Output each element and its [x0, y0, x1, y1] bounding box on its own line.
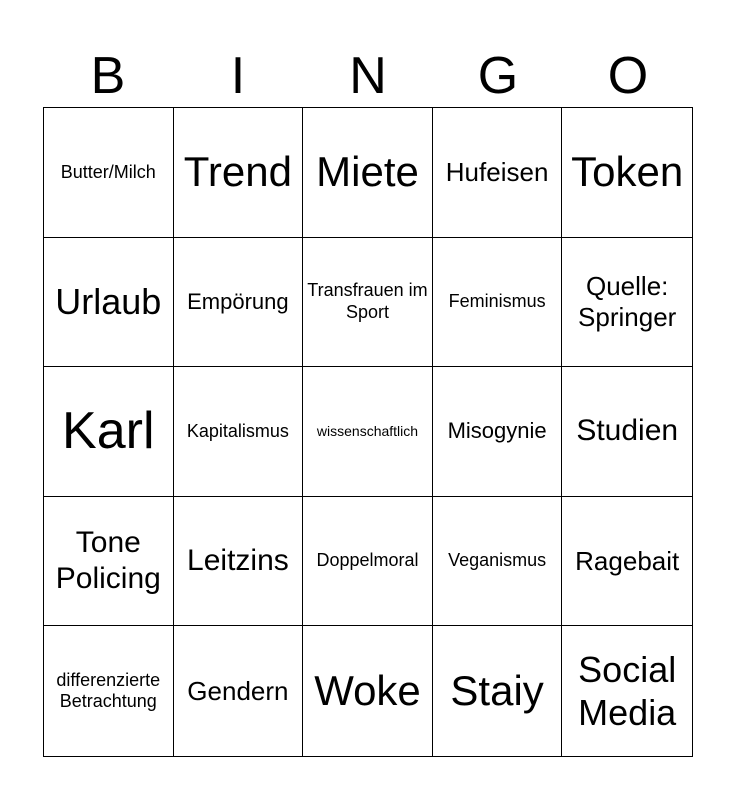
bingo-cell[interactable]	[174, 108, 304, 238]
header-letter-n: N	[349, 47, 387, 105]
cell-label: Studien	[576, 414, 679, 448]
bingo-cell[interactable]	[303, 497, 433, 627]
bingo-cell[interactable]	[303, 238, 433, 368]
cell-label: Gendern	[187, 675, 289, 706]
header-letter-g: G	[477, 47, 519, 105]
cell-label: Tone Policing	[55, 526, 161, 596]
cell-label: Butter/Milch	[60, 161, 156, 182]
bingo-board	[43, 107, 693, 757]
cell-label: Kapitalismus	[186, 420, 289, 441]
cell-label: Hufeisen	[445, 156, 549, 187]
bingo-header	[43, 44, 693, 108]
cell-label: Doppelmoral	[316, 550, 419, 571]
cell-label: Transfrauen im Sport	[307, 280, 428, 322]
bingo-cell[interactable]	[562, 626, 692, 756]
cell-label: Misogynie	[447, 418, 547, 444]
cell-label: differenzierte Betrachtung	[56, 669, 161, 712]
cell-label: Veganismus	[448, 550, 547, 571]
bingo-cell[interactable]	[562, 238, 692, 368]
header-letter-b: B	[90, 47, 126, 105]
cell-label: Quelle: Springer	[578, 270, 677, 332]
bingo-cell[interactable]	[44, 108, 174, 238]
cell-label: Feminismus	[448, 291, 546, 312]
cell-label: Trend	[183, 148, 292, 196]
bingo-cell[interactable]	[303, 626, 433, 756]
bingo-cell[interactable]	[174, 626, 304, 756]
bingo-cell[interactable]	[174, 497, 304, 627]
cell-label: Urlaub	[55, 281, 162, 323]
cell-label: Token	[571, 148, 684, 196]
cell-label: Ragebait	[575, 545, 680, 576]
bingo-cell[interactable]	[433, 497, 563, 627]
bingo-cell[interactable]	[44, 238, 174, 368]
bingo-cell[interactable]	[174, 238, 304, 368]
bingo-cell[interactable]	[303, 108, 433, 238]
bingo-cell[interactable]	[174, 367, 304, 497]
cell-label: Empörung	[187, 288, 289, 314]
cell-label: Leitzins	[187, 544, 289, 578]
cell-label: Social Media	[578, 649, 677, 734]
bingo-cell[interactable]	[562, 367, 692, 497]
header-letter-i: I	[230, 47, 246, 105]
cell-label: Staiy	[450, 667, 544, 714]
bingo-cell[interactable]	[562, 108, 692, 238]
cell-label: Miete	[316, 148, 419, 196]
bingo-cell[interactable]	[433, 108, 563, 238]
cell-label: Woke	[314, 667, 421, 714]
cell-label: Karl	[62, 402, 155, 461]
bingo-cell[interactable]	[44, 367, 174, 497]
bingo-cell[interactable]	[44, 497, 174, 627]
bingo-cell[interactable]	[562, 497, 692, 627]
header-letter-o: O	[607, 47, 649, 105]
bingo-cell[interactable]	[433, 367, 563, 497]
bingo-cell[interactable]	[433, 626, 563, 756]
bingo-cell[interactable]	[433, 238, 563, 368]
cell-label: wissenschaftlich	[316, 423, 419, 440]
bingo-cell[interactable]	[303, 367, 433, 497]
bingo-cell[interactable]	[44, 626, 174, 756]
